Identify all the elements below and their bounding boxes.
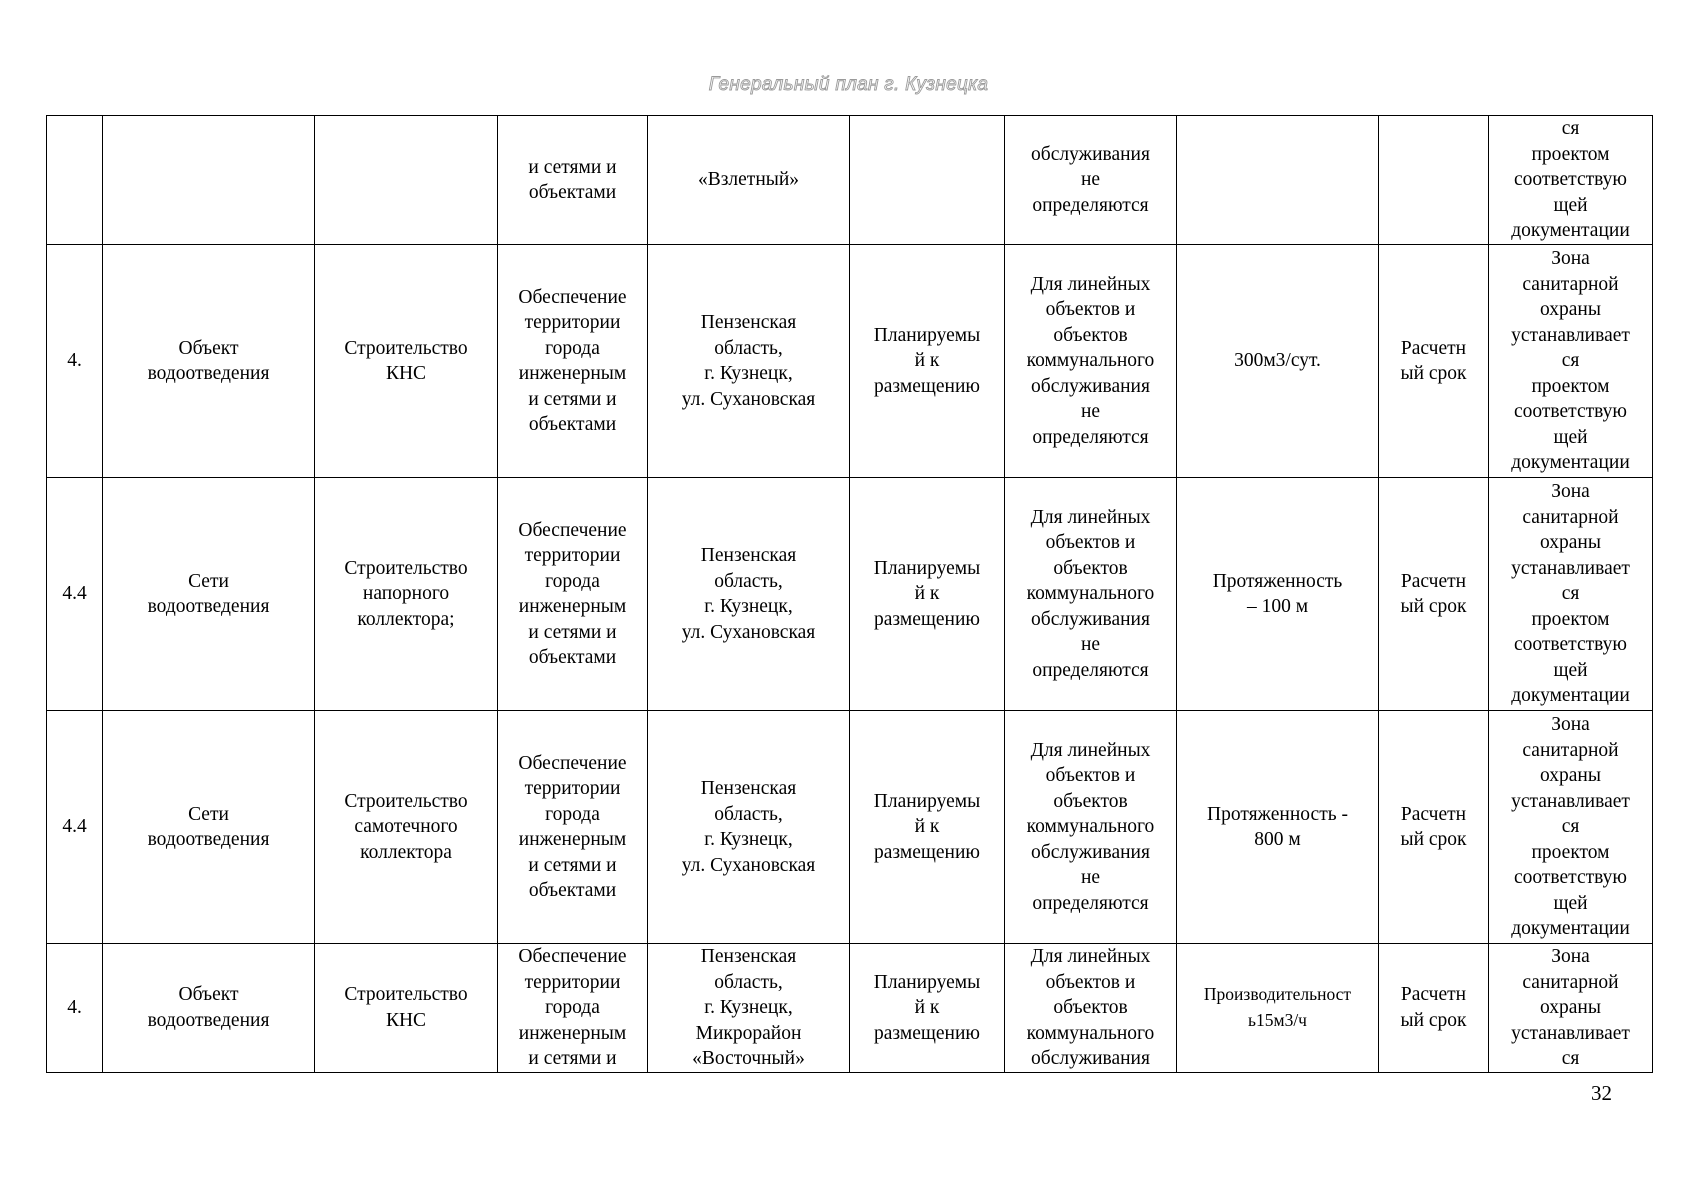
- cell-term: Расчетн ый срок: [1379, 944, 1489, 1073]
- cell-status: Планируемы й к размещению: [850, 944, 1005, 1073]
- cell-number: 4.: [47, 245, 103, 478]
- cell-protection: ся проектом соответствую щей документации: [1489, 116, 1653, 245]
- cell-number: 4.: [47, 944, 103, 1073]
- cell-location: Пензенская область, г. Кузнецк, ул. Сухановская: [648, 478, 850, 711]
- cell-characteristic: Протяженность - 800 м: [1177, 711, 1379, 944]
- cell-action: Строительство самотечного коллектора: [315, 711, 498, 944]
- cell-term: [1379, 116, 1489, 245]
- cell-purpose: Обеспечение территории города инженерным и сетями и объектами: [498, 478, 648, 711]
- cell-purpose: Обеспечение территории города инженерным и сетями и объектами: [498, 711, 648, 944]
- cell-status: [850, 116, 1005, 245]
- cell-status: Планируемы й к размещению: [850, 711, 1005, 944]
- cell-term: Расчетн ый срок: [1379, 245, 1489, 478]
- cell-characteristic: 300м3/сут.: [1177, 245, 1379, 478]
- cell-location: Пензенская область, г. Кузнецк, Микрорайон «Восточный»: [648, 944, 850, 1073]
- page-number: 32: [1591, 1081, 1612, 1105]
- cell-purpose: Обеспечение территории города инженерным и сетями и объектами: [498, 245, 648, 478]
- cell-object: Объект водоотведения: [103, 944, 315, 1073]
- cell-location: «Взлетный»: [648, 116, 850, 245]
- cell-characteristic: Протяженность – 100 м: [1177, 478, 1379, 711]
- table-row: [47, 245, 1653, 478]
- table-row: [47, 711, 1653, 944]
- table-row: [47, 478, 1653, 711]
- cell-number: 4.4: [47, 478, 103, 711]
- cell-zones: Для линейных объектов и объектов коммунального обслуживания: [1005, 944, 1177, 1073]
- page-header-title: Генеральный план г. Кузнецка: [708, 74, 989, 95]
- cell-object: Сети водоотведения: [103, 711, 315, 944]
- objects-table: [46, 115, 1653, 1073]
- table-row: [47, 944, 1653, 1073]
- cell-action: Строительство КНС: [315, 245, 498, 478]
- cell-number: [47, 116, 103, 245]
- cell-characteristic: [1177, 116, 1379, 245]
- cell-object: Объект водоотведения: [103, 245, 315, 478]
- cell-protection: Зона санитарной охраны устанавливает ся проектом соответствую щей документации: [1489, 478, 1653, 711]
- cell-action: [315, 116, 498, 245]
- cell-protection: Зона санитарной охраны устанавливает ся: [1489, 944, 1653, 1073]
- cell-status: Планируемы й к размещению: [850, 478, 1005, 711]
- cell-characteristic: Производительност ь15м3/ч: [1177, 944, 1379, 1073]
- cell-zones: Для линейных объектов и объектов коммунального обслуживания не определяются: [1005, 711, 1177, 944]
- cell-status: Планируемы й к размещению: [850, 245, 1005, 478]
- cell-location: Пензенская область, г. Кузнецк, ул. Сухановская: [648, 245, 850, 478]
- cell-zones: Для линейных объектов и объектов коммунального обслуживания не определяются: [1005, 245, 1177, 478]
- cell-term: Расчетн ый срок: [1379, 478, 1489, 711]
- cell-zones: обслуживания не определяются: [1005, 116, 1177, 245]
- cell-object: Сети водоотведения: [103, 478, 315, 711]
- cell-term: Расчетн ый срок: [1379, 711, 1489, 944]
- table-row: [47, 116, 1653, 245]
- cell-number: 4.4: [47, 711, 103, 944]
- cell-zones: Для линейных объектов и объектов коммунального обслуживания не определяются: [1005, 478, 1177, 711]
- cell-protection: Зона санитарной охраны устанавливает ся проектом соответствую щей документации: [1489, 711, 1653, 944]
- cell-protection: Зона санитарной охраны устанавливает ся проектом соответствую щей документации: [1489, 245, 1653, 478]
- cell-location: Пензенская область, г. Кузнецк, ул. Сухановская: [648, 711, 850, 944]
- cell-object: [103, 116, 315, 245]
- cell-purpose: Обеспечение территории города инженерным и сетями и: [498, 944, 648, 1073]
- cell-action: Строительство КНС: [315, 944, 498, 1073]
- cell-purpose: и сетями и объектами: [498, 116, 648, 245]
- cell-action: Строительство напорного коллектора;: [315, 478, 498, 711]
